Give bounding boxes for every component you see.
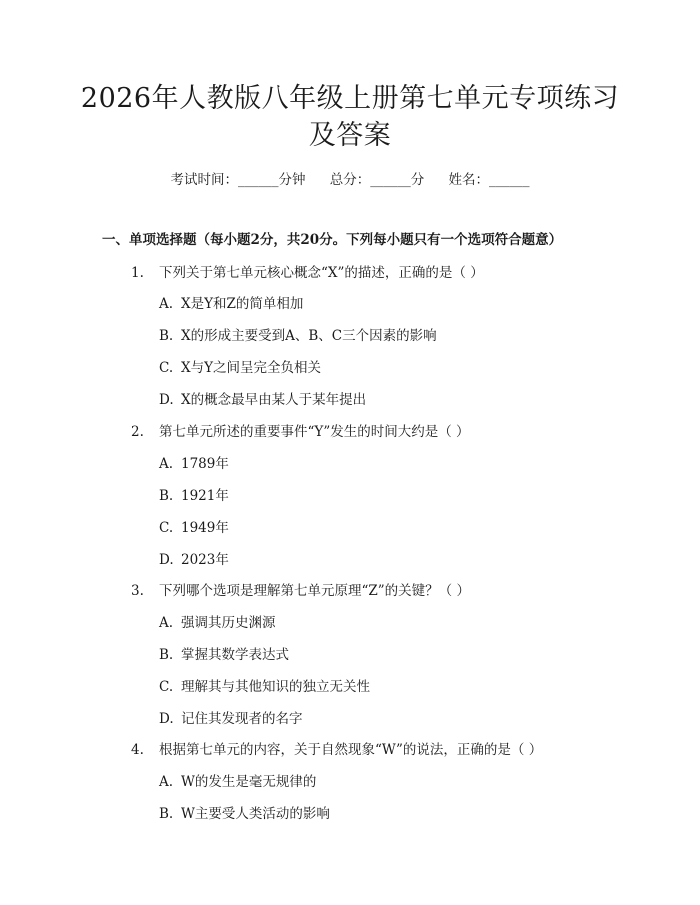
question-2 — [131, 420, 470, 440]
option-letter: A. — [159, 296, 174, 312]
question-number: 3. — [131, 583, 144, 599]
option-letter: D. — [159, 392, 174, 408]
exam-info-line — [0, 168, 700, 188]
question-1-option-c — [159, 356, 321, 376]
question-1-option-a — [159, 292, 303, 312]
option-letter: B. — [159, 488, 174, 504]
question-text: 下列关于第七单元核心概念“X”的描述，正确的是（ ） — [159, 265, 484, 281]
option-text: X的形成主要受到A、B、C三个因素的影响 — [181, 328, 437, 344]
option-text: 理解其与其他知识的独立无关性 — [181, 679, 370, 695]
question-1-option-b — [159, 324, 437, 344]
option-letter: C. — [159, 360, 174, 376]
option-text: X是Y和Z的简单相加 — [181, 296, 304, 312]
option-text: 1789年 — [181, 456, 229, 472]
option-text: 掌握其数学表达式 — [181, 647, 289, 663]
question-4 — [131, 738, 542, 758]
question-4-option-b — [159, 802, 330, 822]
option-text: X与Y之间呈完全负相关 — [181, 360, 322, 376]
option-letter: A. — [159, 774, 174, 790]
question-2-option-d — [159, 548, 229, 568]
option-text: 强调其历史渊源 — [181, 615, 276, 631]
option-letter: B. — [159, 328, 174, 344]
question-number: 2. — [131, 424, 144, 440]
question-2-option-c — [159, 516, 229, 536]
question-text: 第七单元所述的重要事件“Y”发生的时间大约是（ ） — [159, 424, 470, 440]
option-letter: C. — [159, 520, 174, 536]
question-3-option-c — [159, 675, 370, 695]
option-letter: C. — [159, 679, 174, 695]
option-letter: A. — [159, 456, 174, 472]
option-text: 1921年 — [181, 488, 229, 504]
question-1 — [131, 261, 484, 281]
question-text: 下列哪个选项是理解第七单元原理“Z”的关键？（ ） — [159, 583, 470, 599]
option-text: W主要受人类活动的影响 — [181, 806, 330, 822]
question-2-option-a — [159, 452, 229, 472]
question-number: 1. — [131, 265, 144, 281]
exam-time-field: 考试时间：______分钟 — [170, 172, 306, 188]
option-letter: B. — [159, 806, 174, 822]
question-3-option-b — [159, 643, 289, 663]
option-letter: B. — [159, 647, 174, 663]
section-heading: 一、单项选择题（每小题2分，共20分。下列每小题只有一个选项符合题意） — [102, 232, 563, 248]
option-text: 1949年 — [181, 520, 229, 536]
option-letter: D. — [159, 552, 174, 568]
option-text: 记住其发现者的名字 — [181, 711, 303, 727]
option-letter: A. — [159, 615, 174, 631]
question-text: 根据第七单元的内容，关于自然现象“W”的说法，正确的是（ ） — [159, 742, 543, 758]
page-title: 2026年人教版八年级上册第七单元专项练习及答案 — [80, 83, 620, 151]
question-number: 4. — [131, 742, 144, 758]
question-3-option-d — [159, 707, 303, 727]
question-3-option-a — [159, 611, 276, 631]
question-2-option-b — [159, 484, 229, 504]
question-1-option-d — [159, 388, 366, 408]
option-text: 2023年 — [181, 552, 229, 568]
option-text: W的发生是毫无规律的 — [181, 774, 317, 790]
option-text: X的概念最早由某人于某年提出 — [181, 392, 367, 408]
question-4-option-a — [159, 770, 316, 790]
option-letter: D. — [159, 711, 174, 727]
question-3 — [131, 579, 470, 599]
name-field: 姓名：______ — [448, 172, 530, 188]
total-score-field: 总分：______分 — [329, 172, 425, 188]
